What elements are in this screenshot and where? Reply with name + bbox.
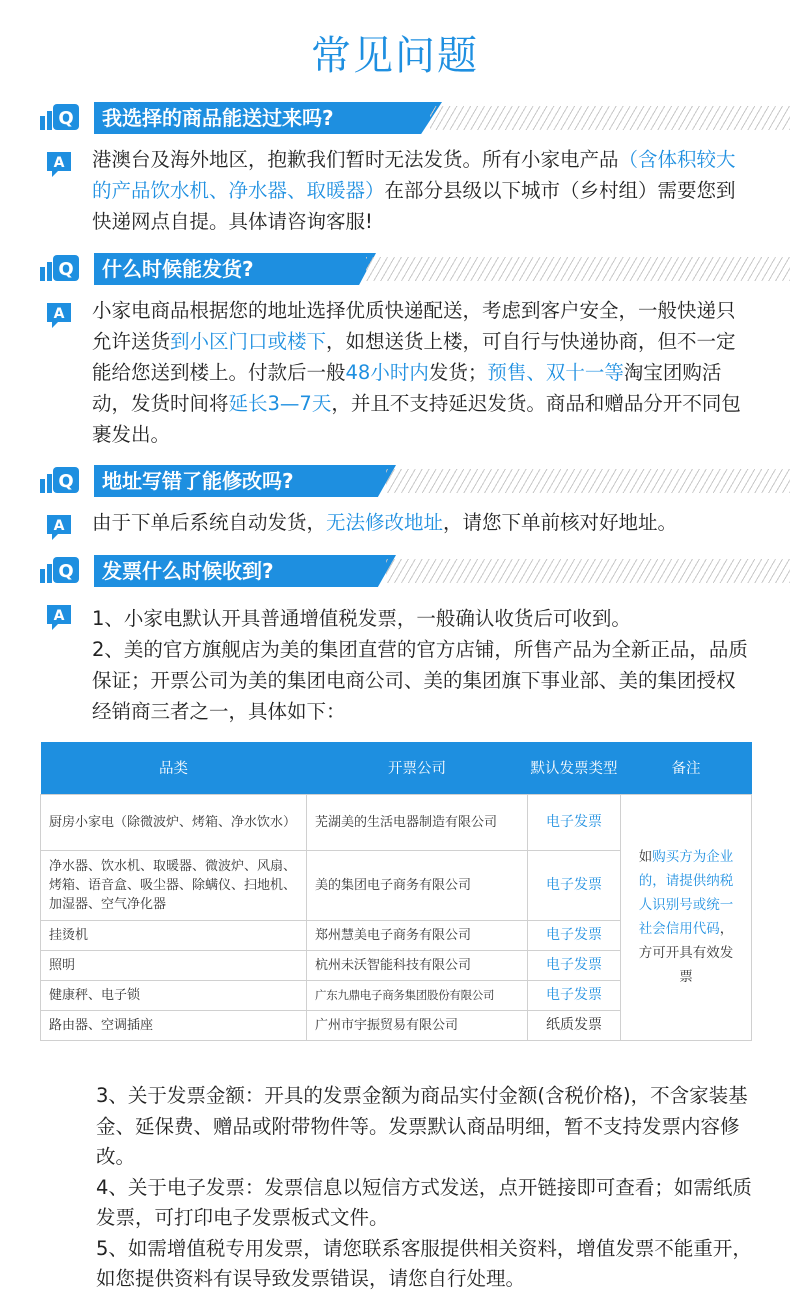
table-row [41,794,752,850]
answer-line: 2、美的官方旗舰店为美的集团直营的官方店铺，所售产品为全新正品，品质保证；开票公司为美的集团电商公司、美的集团旗下事业部、美的集团授权经销商三者之一，具体如下： [92,638,748,723]
answer-icon [44,300,74,330]
question-icon [40,465,80,497]
answer-icon [44,602,74,632]
question-header [40,100,755,136]
company-cell: 杭州未沃智能科技有限公司 [307,950,528,980]
svg-text:A: A [53,518,65,534]
header-invoice-type: 默认发票类型 [528,742,621,794]
category-cell: 挂烫机 [41,920,307,950]
header-note: 备注 [621,742,752,794]
svg-text:A: A [53,155,65,171]
table-header-row [41,742,752,794]
footnote-item: 5、如需增值税专用发票，请您联系客服提供相关资料，增值发票不能重开，如您提供资料有误导致发票错误，请您自行处理。 [96,1236,752,1290]
company-cell: 郑州慧美电子商务有限公司 [307,920,528,950]
svg-text:Q: Q [58,259,74,280]
note-cell: 如购买方为企业的，请提供纳税人识别号或统一社会信用代码，方可开具有效发票 [621,794,752,1040]
answer-line: 1、小家电默认开具普通增值税发票，一般确认收货后可收到。 [92,607,631,630]
invoice-type-cell: 纸质发票 [528,1010,621,1040]
question-header [40,553,755,589]
invoice-table [40,742,752,1041]
svg-text:A: A [53,306,65,322]
svg-text:Q: Q [58,108,74,129]
invoice-type-cell: 电子发票 [528,920,621,950]
page-title: 常见问题 [311,33,479,79]
answer-text: 小家电商品根据您的地址选择优质快递配送，考虑到客户安全，一般快递只允许送货到小区门口或楼下，如想送货上楼，可自行与快递协商，但不一定能给您送到楼上。付款后一般48小时内发货；预售、双十一等淘宝团购活动，发货时间将延长3—7天，并且不支持延迟发货。商品和赠品分开不同包裹发出。 [92,299,741,446]
answer-text: 由于下单后系统自动发货，无法修改地址，请您下单前核对好地址。 [92,511,678,534]
question-text: 地址写错了能修改吗? [102,469,294,493]
svg-text:Q: Q [58,471,74,492]
category-cell: 健康秤、电子锁 [41,980,307,1010]
invoice-type-cell: 电子发票 [528,950,621,980]
header-category: 品类 [41,742,307,794]
category-cell: 路由器、空调插座 [41,1010,307,1040]
answer-text [92,603,754,727]
question-icon [40,555,80,587]
footnote-item: 3、关于发票金额：开具的发票金额为商品实付金额(含税价格)，不含家装基金、延保费、赠品或附带物件等。发票默认商品明细，暂不支持发票内容修改。 [96,1084,748,1168]
question-text: 我选择的商品能送过来吗? [102,106,334,130]
question-header [40,251,755,287]
question-text: 什么时候能发货? [102,257,254,281]
question-icon [40,253,80,285]
category-cell: 照明 [41,950,307,980]
svg-text:A: A [53,608,65,624]
question-icon [40,102,80,134]
answer-text: 港澳台及海外地区，抱歉我们暂时无法发货。所有小家电产品（含体积较大的产品饮水机、净水器、取暖器）在部分县级以下城市（乡村组）需要您到快递网点自提。具体请咨询客服! [92,148,736,233]
invoice-type-cell: 电子发票 [528,980,621,1010]
category-cell: 净水器、饮水机、取暖器、微波炉、风扇、烤箱、语音盒、吸尘器、除螨仪、扫地机、加湿器、空气净化器 [41,850,307,920]
header-company: 开票公司 [307,742,528,794]
question-header [40,463,755,499]
company-cell: 广州市宇振贸易有限公司 [307,1010,528,1040]
invoice-type-cell: 电子发票 [528,794,621,850]
question-text: 发票什么时候收到? [102,559,274,583]
answer-icon [44,512,74,542]
company-cell: 美的集团电子商务有限公司 [307,850,528,920]
answer-icon [44,149,74,179]
svg-text:Q: Q [58,561,74,582]
footnote-item: 4、关于电子发票：发票信息以短信方式发送，点开链接即可查看；如需纸质发票，可打印电子发票板式文件。 [96,1175,752,1229]
footnotes [96,1081,756,1295]
category-cell: 厨房小家电（除微波炉、烤箱、净水饮水） [41,794,307,850]
company-cell: 芜湖美的生活电器制造有限公司 [307,794,528,850]
company-cell: 广东九鼎电子商务集团股份有限公司 [307,980,528,1010]
invoice-type-cell: 电子发票 [528,850,621,920]
